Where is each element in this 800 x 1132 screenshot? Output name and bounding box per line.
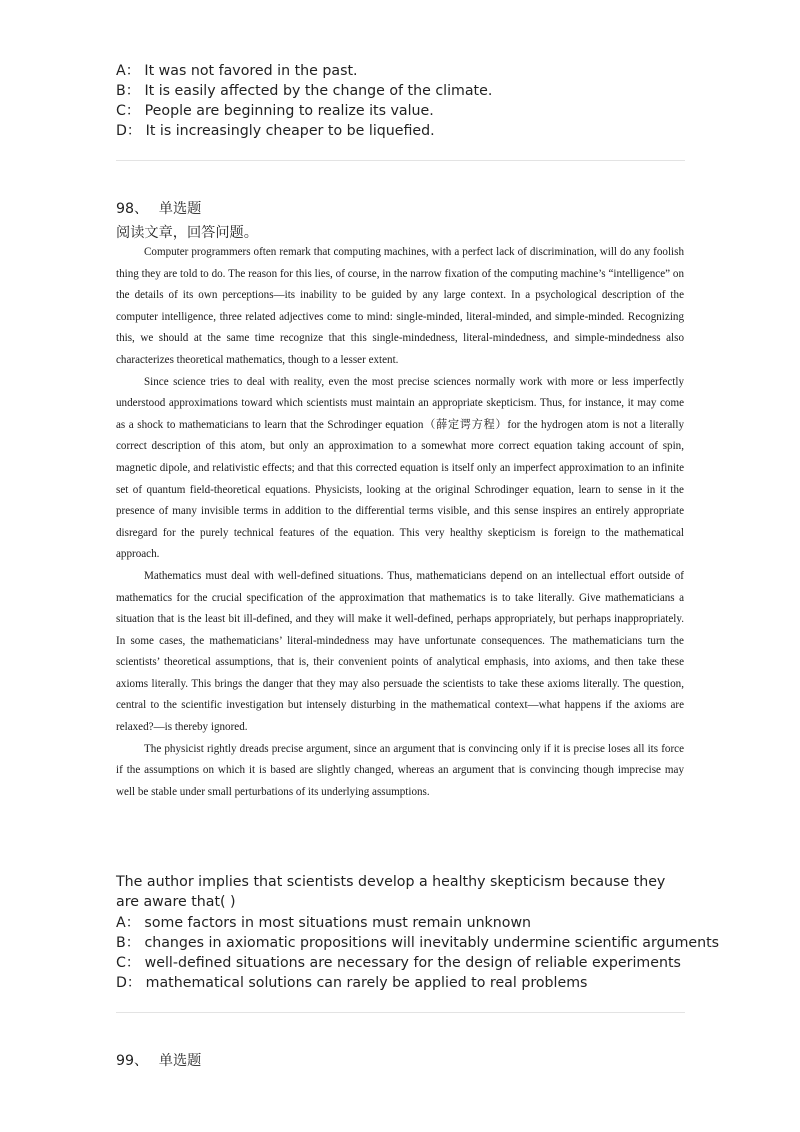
question-stem: The author implies that scientists develop a healthy skepticism because they are aware that( ) — [116, 874, 666, 910]
option-text: mathematical solutions can rarely be applied to real problems — [145, 975, 588, 991]
passage-paragraph-4: The physicist rightly dreads precise argument, since an argument that is convincing only if it is precise loses all its force if the assumptions on which it is based are slightly changed, whereas an argument that is convincing though imprecise may well be stable under small perturbations of its underlying assumptions. — [116, 742, 684, 798]
option-key: B： — [116, 935, 140, 951]
option-d[interactable] — [116, 973, 587, 993]
passage-paragraph-2: Since science tries to deal with reality, even the most precise sciences normally work with more or less imperfectly understood approximations toward which scientists must maintain an appropriate skepticism. Thus, for instance, it may come as a shock to mathematicians to learn that the Schrodinger equation（薛定谔方程）for the hydrogen atom is not a literally correct description of this atom, but only an approximation to a somewhat more correct equation taking account of spin, magnetic dipole, and relativistic effects; and that this corrected equation is itself only an imperfect approximation to an infinite set of quantum field-theoretical equations. Physicists, looking at the original Schrodinger equation, learn to sense in it the presence of many invisible terms in addition to the differential terms visible, and this sense inspires an entirely appropriate disregard for the purely technical features of the equation. This very healthy skepticism is foreign to the mathematical approach. — [116, 375, 684, 561]
question-instruction: 阅读文章，回答问题。 — [116, 225, 258, 241]
prev-option-d[interactable] — [116, 121, 435, 141]
option-text: It is easily affected by the change of the climate. — [144, 83, 493, 99]
option-text: well-defined situations are necessary for the design of reliable experiments — [144, 955, 681, 971]
option-text: It was not favored in the past. — [144, 63, 358, 79]
reading-passage — [116, 242, 684, 862]
option-key: D： — [116, 123, 142, 139]
option-key: D： — [116, 975, 142, 991]
option-text: People are beginning to realize its value. — [144, 103, 434, 119]
question-98-header — [116, 198, 201, 218]
question-99-header — [116, 1050, 201, 1070]
prev-option-a[interactable] — [116, 61, 358, 81]
option-key: A： — [116, 63, 140, 79]
option-key: A： — [116, 915, 140, 931]
question-number: 98、 — [116, 201, 149, 217]
option-b[interactable] — [116, 933, 719, 953]
option-text: changes in axiomatic propositions will inevitably undermine scientific arguments — [144, 935, 720, 951]
prev-option-b[interactable] — [116, 81, 492, 101]
option-text: some factors in most situations must remain unknown — [144, 915, 532, 931]
passage-paragraph-3: Mathematics must deal with well-defined situations. Thus, mathematicians depend on an intellectual effort outside of mathematics for the crucial specification of the approximation that mathematics is to take literally. Give mathematicians a situation that is the least bit ill-defined, and they will make it well-defined, perhaps appropriately, but perhaps inappropriately. In some cases, the mathematicians’ literal-mindedness may have unfortunate consequences. The mathematicians turn the scientists’ theoretical assumptions, that is, their convenient points of analytical emphasis, into axioms, and then take these axioms literally. This brings the danger that they may also persuade the scientists to take these axioms literally. The question, central to the scientific investigation but intensely disturbing in the mathematical context—what happens if the axioms are relaxed?—is thereby ignored. — [116, 569, 684, 734]
question-number: 99、 — [116, 1053, 149, 1069]
question-divider — [116, 1012, 685, 1013]
prev-option-c[interactable] — [116, 101, 434, 121]
question-type: 单选题 — [158, 201, 202, 217]
option-key: C： — [116, 955, 141, 971]
question-type: 单选题 — [158, 1053, 202, 1069]
option-key: B： — [116, 83, 140, 99]
option-text: It is increasingly cheaper to be liquefied. — [145, 123, 435, 139]
passage-paragraph-1: Computer programmers often remark that computing machines, with a perfect lack of discrimination, will do any foolish thing they are told to do. The reason for this lies, of course, in the narrow fixation of the computing machine’s “intelligence” on the details of its own perceptions—its inability to be guided by any large context. In a psychological description of the computer intelligence, three related adjectives come to mind: single-minded, literal-minded, and simple-minded. Recognizing this, we should at the same time recognize that this single-mindedness, literal-mindedness, and simple-mindedness also characterizes theoretical mathematics, though to a lesser extent. — [116, 246, 684, 366]
option-key: C： — [116, 103, 141, 119]
question-divider — [116, 160, 685, 161]
option-c[interactable] — [116, 953, 681, 973]
option-a[interactable] — [116, 913, 531, 933]
